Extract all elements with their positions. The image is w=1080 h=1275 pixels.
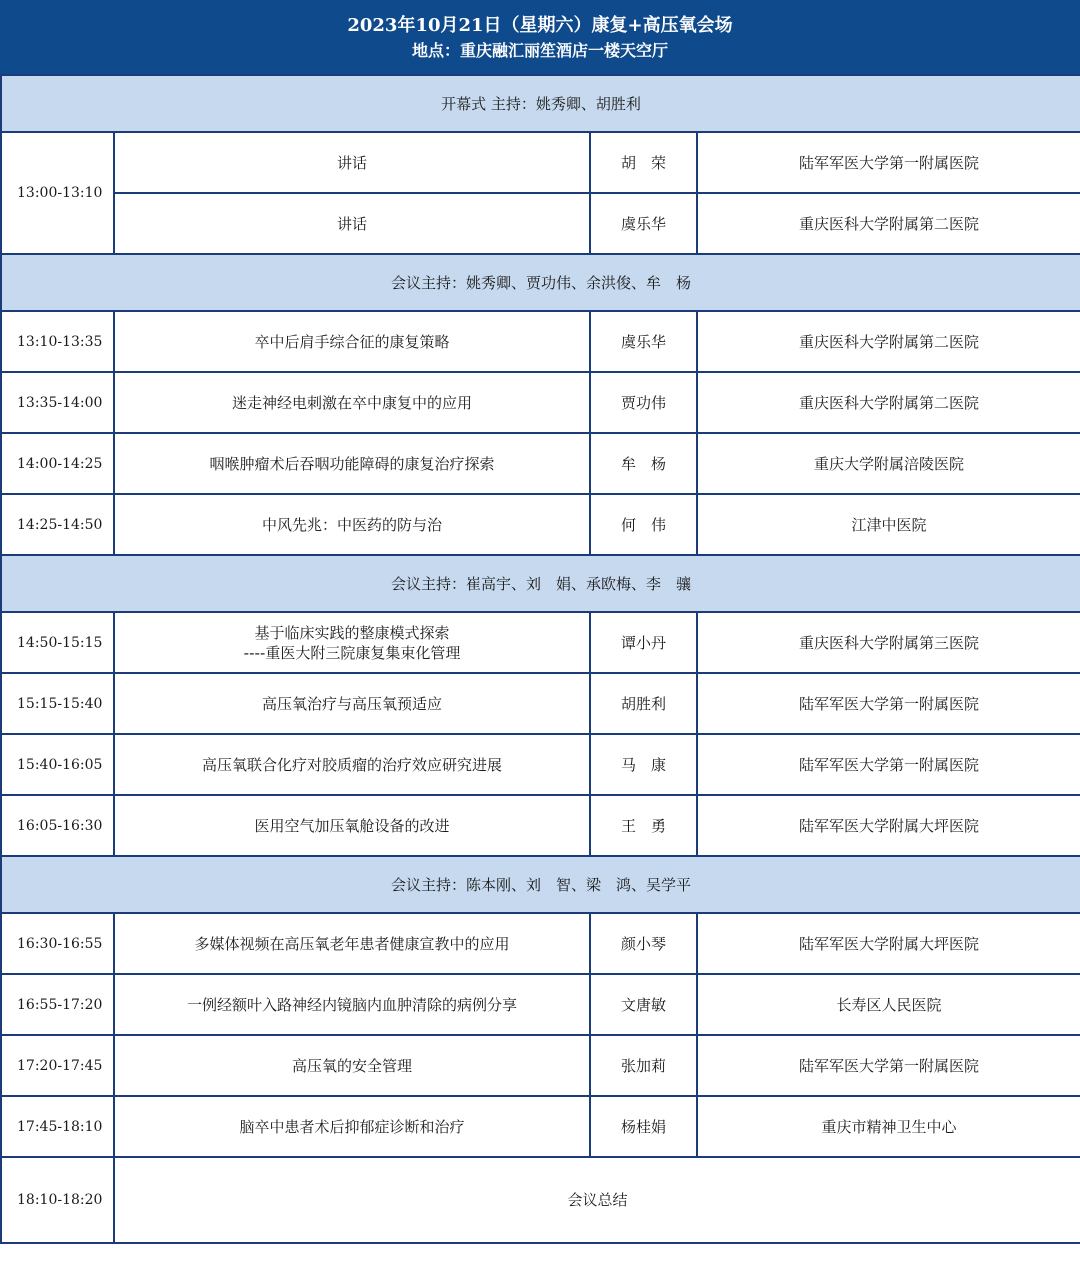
speaker: 谭小丹 [590, 612, 697, 673]
speaker: 杨桂娟 [590, 1096, 697, 1157]
topic-line-2: ----重医大附三院康复集束化管理 [243, 643, 461, 662]
organization: 陆军军医大学第一附属医院 [697, 1035, 1080, 1096]
time-slot: 17:45-18:10 [1, 1096, 114, 1157]
topic: 脑卒中患者术后抑郁症诊断和治疗 [114, 1096, 590, 1157]
time-slot: 14:50-15:15 [1, 612, 114, 673]
section-host: 会议主持：崔高宇、刘 娟、承欧梅、李 骧 [1, 555, 1080, 612]
topic: 医用空气加压氧舱设备的改进 [114, 795, 590, 856]
table-row [1, 1035, 1080, 1096]
topic: 讲话 [114, 193, 590, 254]
organization: 重庆医科大学附属第二医院 [697, 311, 1080, 372]
time-slot: 15:15-15:40 [1, 673, 114, 734]
speaker: 文唐敏 [590, 974, 697, 1035]
time-slot: 13:35-14:00 [1, 372, 114, 433]
organization: 重庆医科大学附属第二医院 [697, 372, 1080, 433]
section-header [1, 254, 1080, 311]
speaker: 胡 荣 [590, 132, 697, 193]
time-slot: 13:10-13:35 [1, 311, 114, 372]
organization: 陆军军医大学第一附属医院 [697, 734, 1080, 795]
speaker: 贾功伟 [590, 372, 697, 433]
time-slot: 17:20-17:45 [1, 1035, 114, 1096]
section-host: 会议主持：陈本刚、刘 智、梁 鸿、吴学平 [1, 856, 1080, 913]
table-row [1, 193, 1080, 254]
table-row [1, 372, 1080, 433]
topic: 卒中后肩手综合征的康复策略 [114, 311, 590, 372]
speaker: 王 勇 [590, 795, 697, 856]
page-title: 2023年10月21日（星期六）康复+高压氧会场 [347, 15, 733, 36]
table-row [1, 132, 1080, 193]
table-row [1, 974, 1080, 1035]
speaker: 张加莉 [590, 1035, 697, 1096]
speaker: 虞乐华 [590, 311, 697, 372]
table-row [1, 734, 1080, 795]
speaker: 颜小琴 [590, 913, 697, 974]
time-slot: 18:10-18:20 [1, 1157, 114, 1243]
topic-line-1: 基于临床实践的整康模式探索 [254, 623, 450, 642]
time-slot: 16:30-16:55 [1, 913, 114, 974]
organization: 重庆医科大学附属第二医院 [697, 193, 1080, 254]
time-slot: 14:25-14:50 [1, 494, 114, 555]
table-row [1, 1096, 1080, 1157]
page-header [0, 0, 1080, 74]
closing-topic: 会议总结 [114, 1157, 1080, 1243]
time-slot: 15:40-16:05 [1, 734, 114, 795]
organization: 陆军军医大学第一附属医院 [697, 673, 1080, 734]
section-header [1, 555, 1080, 612]
table-row [1, 913, 1080, 974]
organization: 陆军军医大学第一附属医院 [697, 132, 1080, 193]
topic: 高压氧的安全管理 [114, 1035, 590, 1096]
time-slot: 16:55-17:20 [1, 974, 114, 1035]
speaker: 虞乐华 [590, 193, 697, 254]
table-row [1, 612, 1080, 673]
table-row [1, 494, 1080, 555]
topic: 高压氧联合化疗对胶质瘤的治疗效应研究进展 [114, 734, 590, 795]
section-header [1, 75, 1080, 132]
speaker: 马 康 [590, 734, 697, 795]
speaker: 牟 杨 [590, 433, 697, 494]
organization: 陆军军医大学附属大坪医院 [697, 795, 1080, 856]
time-slot: 13:00-13:10 [1, 132, 114, 254]
organization: 重庆大学附属涪陵医院 [697, 433, 1080, 494]
section-header [1, 856, 1080, 913]
time-slot: 14:00-14:25 [1, 433, 114, 494]
time-slot: 16:05-16:30 [1, 795, 114, 856]
organization: 陆军军医大学附属大坪医院 [697, 913, 1080, 974]
section-host: 会议主持：姚秀卿、贾功伟、余洪俊、牟 杨 [1, 254, 1080, 311]
table-row-closing [1, 1157, 1080, 1243]
organization: 长寿区人民医院 [697, 974, 1080, 1035]
topic: 高压氧治疗与高压氧预适应 [114, 673, 590, 734]
topic: 多媒体视频在高压氧老年患者健康宣教中的应用 [114, 913, 590, 974]
section-host: 开幕式 主持：姚秀卿、胡胜利 [1, 75, 1080, 132]
speaker: 何 伟 [590, 494, 697, 555]
topic: 一例经额叶入路神经内镜脑内血肿清除的病例分享 [114, 974, 590, 1035]
table-row [1, 433, 1080, 494]
venue-location: 地点：重庆融汇丽笙酒店一楼天空厅 [411, 41, 668, 60]
schedule-table [0, 74, 1080, 1244]
topic: 中风先兆：中医药的防与治 [114, 494, 590, 555]
speaker: 胡胜利 [590, 673, 697, 734]
table-row [1, 673, 1080, 734]
topic: 迷走神经电刺激在卒中康复中的应用 [114, 372, 590, 433]
table-row [1, 311, 1080, 372]
table-row [1, 795, 1080, 856]
organization: 重庆医科大学附属第三医院 [697, 612, 1080, 673]
organization: 江津中医院 [697, 494, 1080, 555]
topic: 讲话 [114, 132, 590, 193]
topic [114, 612, 590, 673]
organization: 重庆市精神卫生中心 [697, 1096, 1080, 1157]
topic: 咽喉肿瘤术后吞咽功能障碍的康复治疗探索 [114, 433, 590, 494]
